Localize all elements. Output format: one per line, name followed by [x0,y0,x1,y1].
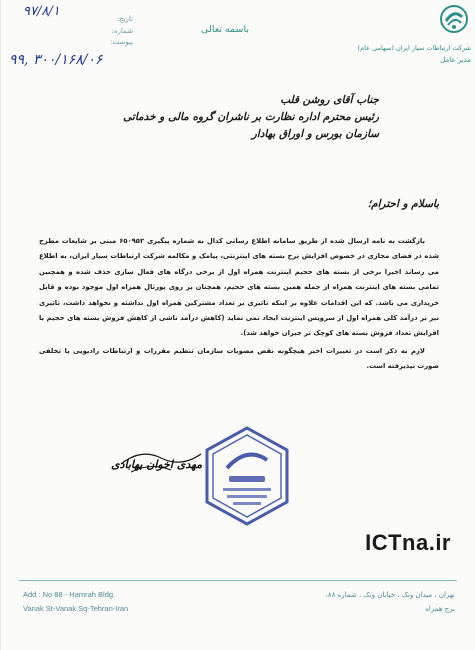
footer-address-fa [235,588,455,616]
letter-meta-labels [83,14,133,49]
date-label: تاریخ: [116,15,133,23]
signer-name: مهدی اخوان بهابادی [111,458,203,471]
attachment-label: پیوست: [110,38,133,46]
recipient-organization: سازمان بورس و اوراق بهادار [251,128,379,140]
footer-address-en [23,588,128,616]
company-name: شرکت ارتباطات سیار ایران (سهامی عام) [357,44,471,52]
recipient-block [123,92,379,143]
recipient-title: رئیس محترم اداره نظارت بر ناشران گروه مالی و خدماتی [123,111,379,123]
footer-address-fa-line2: برج همراه [425,605,455,613]
body-paragraph-1: بازگشت به نامه ارسال شده از طریق سامانه اطلاع رسانی کدال به شماره پیگیری ۶۵۰۹۵۲ مبنی بر شایعات مطرح شده در فضای مجازی در خصوص افزایش نرخ بسته های اینترنتی، پیامک و مکالمه شرکت ارتباطات سیار ایران، به اطلاع می رساند اخیرا برخی از بسته های حجیم اینترنت همراه اول از برخی درگاه های فعال سازی حذف شده و همچنین تمامی بسته های اینترنت همراه از جمله همین بسته های حجیم، همچنان بر روی پورتال همراه اول موجود بوده و قابل خریداری می باشد. که این اقدامات علاوه بر اینکه تاثیری بر تعداد مشترکین همراه اول نداشته و نخواهد داشت، تاثیری نیز بر درآمد کلی همراه اول از سرویس اینترنت ایجاد نمی نماید (کاهش درآمد ناشی از کاهش فروش بسته های حجیم با افزایش تعداد فروش بسته های کوچک تر جبران خواهد شد). [39,237,439,338]
handwritten-number: ۹۹, ۳۰۰/۱۶۸/۰۶ [9,52,103,68]
number-label: شماره: [111,26,133,35]
signature-scribble [111,444,211,504]
basmala-heading: باسمه تعالی [201,24,250,35]
ictna-watermark: ICTna.ir [365,530,451,555]
recipient-name: جناب آقای روشن قلب [280,94,379,106]
footer-address-fa-line1: تهران ، میدان ونک ، خیابان ونک ، شماره ۸۸، [325,591,455,599]
greeting: باسلام و احترام؛ [367,198,439,210]
handwritten-date: ۹۷/۸/۱ [23,4,60,19]
footer-divider [19,580,457,581]
ceo-title: مدیر عامل [440,56,471,64]
body-paragraph-2: لازم به ذکر است در تغییرات اخیر هیچگونه نقض مصوبات سازمان تنظیم مقررات و ارتباطات رادیویی یا تخلفی صورت نپذیرفته است. [39,346,439,371]
letter-body [39,234,439,377]
mci-logo-icon [439,4,469,34]
footer-address-en-line1: Add : No 88 - Hamrah Bldg. [23,590,116,599]
footer-address-en-line2: Vanak St-Vanak Sq-Tehran-Iran [23,604,129,613]
company-stamp [199,424,295,528]
